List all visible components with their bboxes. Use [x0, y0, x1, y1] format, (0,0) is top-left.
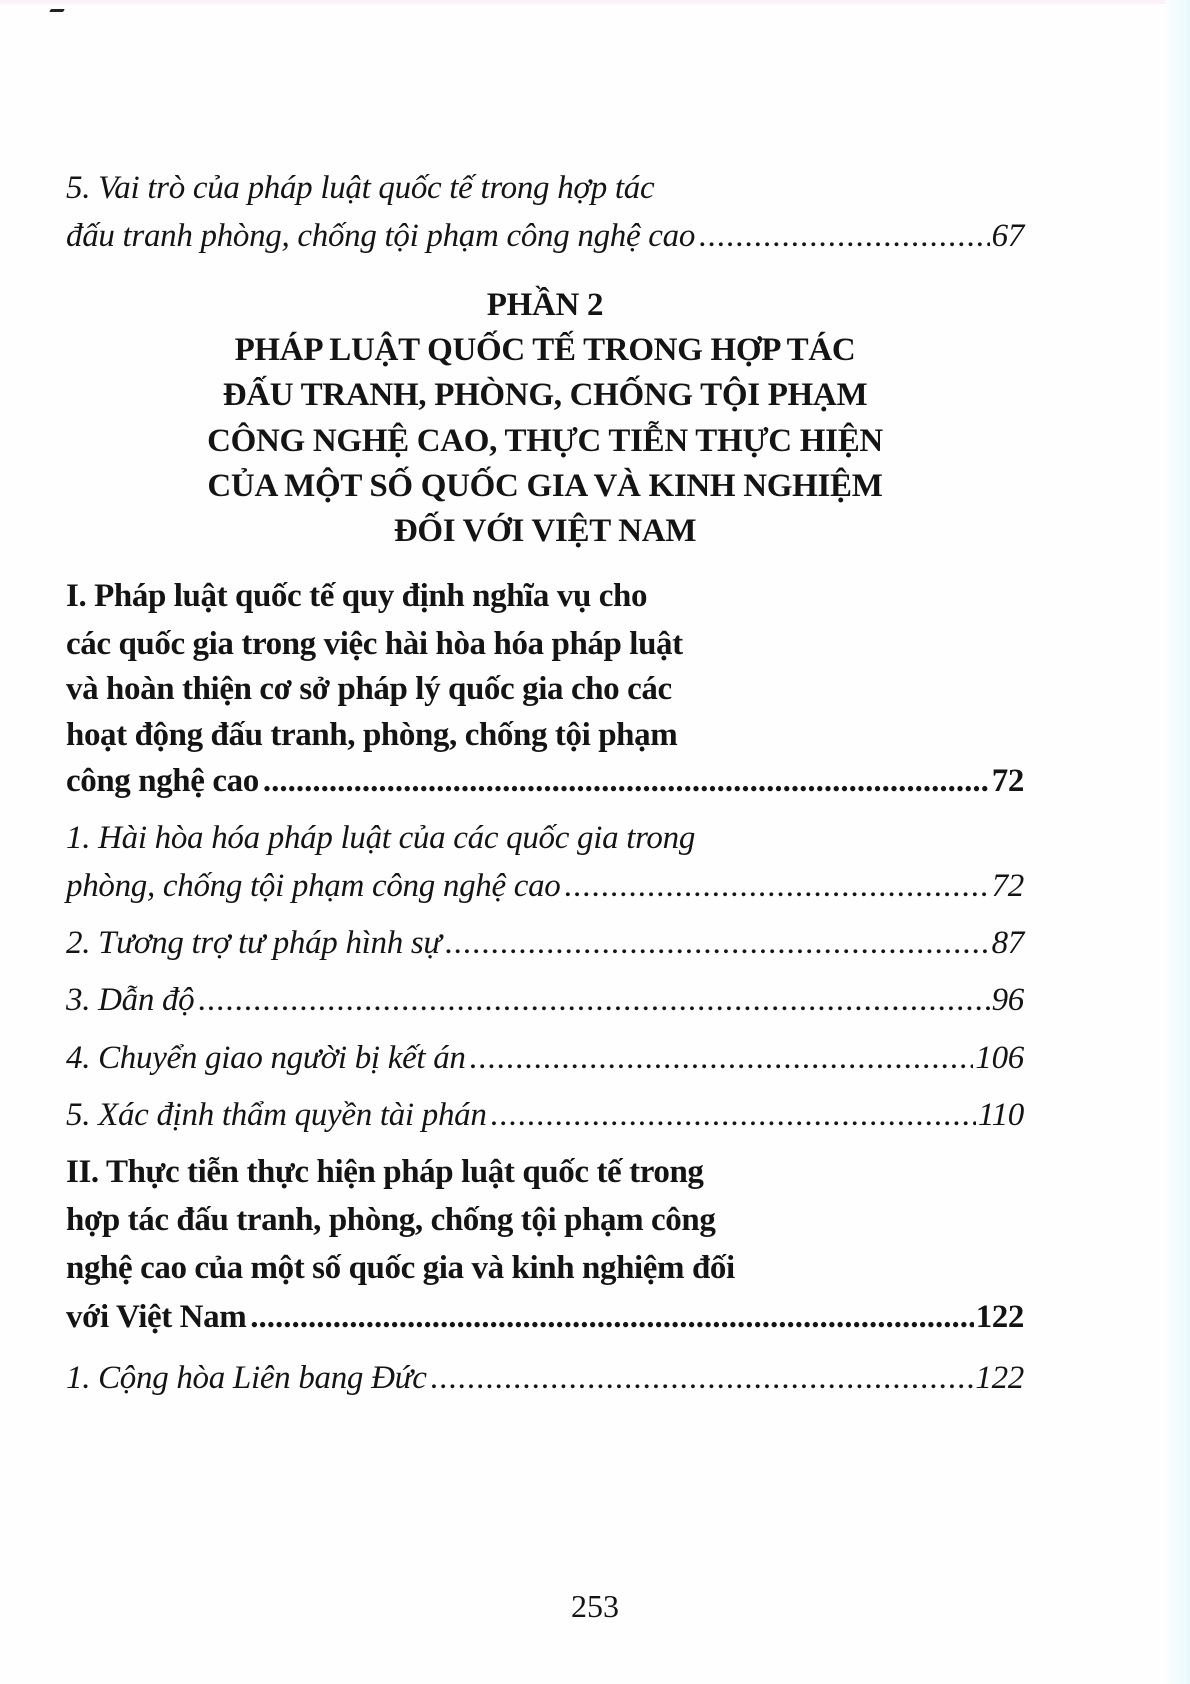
part-title-line-4: CỦA MỘT SỐ QUỐC GIA VÀ KINH NGHIỆM [207, 468, 883, 504]
part-title-line-1: PHÁP LUẬT QUỐC TẾ TRONG HỢP TÁC [234, 332, 856, 368]
page-number: 96 [991, 982, 1024, 1018]
section-1-line-3: và hoàn thiện cơ sở pháp lý quốc gia cho các [66, 671, 672, 707]
dot-leader [445, 923, 989, 963]
part-title-line-5: ĐỐI VỚI VIỆT NAM [393, 513, 697, 549]
dot-leader [431, 1358, 974, 1398]
toc-item-1-2[interactable]: 2. Tương trợ tư pháp hình sự ..... 87 [66, 923, 1024, 963]
toc-section-1[interactable]: công nghệ cao ..... 72 [66, 761, 1024, 801]
toc-item-1-4[interactable]: 4. Chuyển giao người bị kết án ..... 106 [66, 1038, 1024, 1078]
toc-item-2-1[interactable]: 1. Cộng hòa Liên bang Đức ..... 122 [66, 1358, 1024, 1398]
dot-leader [263, 761, 990, 801]
dot-leader [470, 1038, 974, 1078]
dot-leader [491, 1095, 976, 1135]
footer-page-number: 253 [571, 1588, 619, 1624]
part-title-line-3: CÔNG NGHỆ CAO, THỰC TIỄN THỰC HIỆN [207, 423, 883, 459]
page-number: 110 [977, 1097, 1024, 1133]
page-number: 72 [991, 763, 1024, 799]
section-2-line-2: hợp tác đấu tranh, phòng, chống tội phạm công [66, 1202, 716, 1238]
toc-entry-5[interactable]: đấu tranh phòng, chống tội phạm công nghệ cao ..... 67 [66, 216, 1024, 256]
part-title-line-2: ĐẤU TRANH, PHÒNG, CHỐNG TỘI PHẠM [222, 377, 868, 413]
dot-leader [250, 1297, 973, 1337]
section-1-line-1: I. Pháp luật quốc tế quy định nghĩa vụ cho [66, 578, 648, 614]
toc-section-2[interactable]: với Việt Nam ..... 122 [66, 1297, 1024, 1337]
scan-edge-strip [1166, 0, 1190, 1684]
dot-leader [699, 216, 990, 256]
page-number: 122 [975, 1299, 1024, 1335]
page-number: 72 [991, 868, 1024, 904]
page-number: 122 [975, 1360, 1024, 1396]
corner-mark [49, 9, 65, 12]
part-label: PHẦN 2 [486, 287, 604, 323]
toc-item-1-1[interactable]: phòng, chống tội phạm công nghệ cao ..... 72 [66, 866, 1024, 906]
section-2-line-3: nghệ cao của một số quốc gia và kinh nghiệm đối [66, 1250, 735, 1286]
section-1-line-4: hoạt động đấu tranh, phòng, chống tội phạm [66, 717, 678, 753]
toc-entry-5-line1: 5. Vai trò của pháp luật quốc tế trong hợp tác [66, 170, 655, 206]
dot-leader [198, 980, 989, 1020]
page-number: 67 [991, 218, 1024, 254]
scan-edge-tint [0, 0, 1170, 4]
page-number: 106 [975, 1040, 1024, 1076]
toc-item-1-5[interactable]: 5. Xác định thẩm quyền tài phán ..... 110 [66, 1095, 1024, 1135]
section-1-line-2: các quốc gia trong việc hài hòa hóa pháp luật [66, 626, 683, 662]
toc-item-1-3[interactable]: 3. Dẫn độ ..... 96 [66, 980, 1024, 1020]
dot-leader [565, 866, 990, 906]
toc-item-1-1-line1: 1. Hài hòa hóa pháp luật của các quốc gia trong [66, 820, 696, 856]
section-2-line-1: II. Thực tiễn thực hiện pháp luật quốc tế trong [66, 1154, 704, 1190]
page-number: 87 [991, 925, 1024, 961]
